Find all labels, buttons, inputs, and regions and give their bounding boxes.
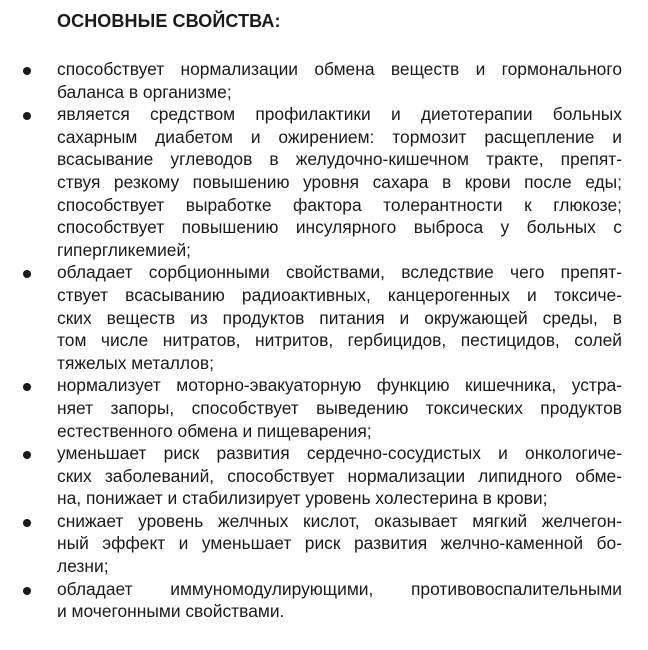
item-line: ный эффект и уменьшает риск развития желчно-каменной бо-: [57, 533, 622, 554]
item-line: лезни;: [57, 556, 109, 577]
item-line: гипергликемией;: [57, 239, 192, 260]
list-item: [0, 578, 622, 623]
item-line: нормализует моторно-эвакуаторную функцию кишечника, устра-: [57, 375, 622, 396]
item-line: ских заболеваний, способствует нормализации липидного обме-: [57, 465, 622, 486]
item-line: и мочегонными свойствами.: [57, 601, 285, 622]
item-line: на, понижает и стабилизирует уровень холестерина в крови;: [57, 488, 548, 509]
item-line: сахарным диабетом и ожирением: тормозит расщепление и: [57, 126, 622, 147]
section-heading: ОСНОВНЫЕ СВОЙСТВА:: [57, 11, 281, 31]
bullet-icon: [23, 383, 31, 391]
item-line: способствует повышению инсулярного выброса у больных с: [57, 217, 622, 238]
item-line: ствует всасыванию радиоактивных, канцерогенных и токсиче-: [57, 284, 622, 305]
properties-list: [0, 58, 648, 623]
list-item: [0, 103, 622, 261]
item-line: является средством профилактики и диетотерапии больных: [57, 104, 622, 125]
list-item: [0, 58, 622, 103]
list-item: [0, 510, 622, 578]
item-line: уменьшает риск развития сердечно-сосудистых и онкологиче-: [57, 443, 622, 464]
bullet-icon: [23, 451, 31, 459]
item-line: том числе нитратов, нитритов, гербицидов, пестицидов, солей: [57, 330, 622, 351]
item-line: ствуя резкому повышению уровня сахара в крови после еды;: [57, 171, 622, 192]
bullet-icon: [23, 270, 31, 278]
item-line: баланса в организме;: [57, 81, 232, 102]
bullet-icon: [23, 519, 31, 527]
item-line: всасывание углеводов в желудочно-кишечном тракте, препят-: [57, 149, 622, 170]
item-line: обладает иммуномодулирующими, противовоспалительными: [57, 578, 622, 599]
bullet-icon: [23, 67, 31, 75]
item-line: няет запоры, способствует выведению токсических продуктов: [57, 397, 622, 418]
bullet-icon: [23, 587, 31, 595]
list-item: [0, 374, 622, 442]
list-item: [0, 442, 622, 510]
list-item: [0, 261, 622, 374]
item-line: естественного обмена и пищеварения;: [57, 420, 372, 441]
item-line: способствует нормализации обмена веществ и гормонального: [57, 59, 622, 79]
item-line: обладает сорбционными свойствами, вследствие чего препят-: [57, 262, 622, 283]
item-line: способствует выработке фактора толерантности к глюкозе;: [57, 194, 622, 215]
item-line: ских веществ из продуктов питания и окружающей среды, в: [57, 307, 622, 328]
item-line: снижает уровень желчных кислот, оказывает мягкий желчегон-: [57, 510, 622, 531]
item-line: тяжелых металлов;: [57, 352, 215, 373]
bullet-icon: [23, 112, 31, 120]
